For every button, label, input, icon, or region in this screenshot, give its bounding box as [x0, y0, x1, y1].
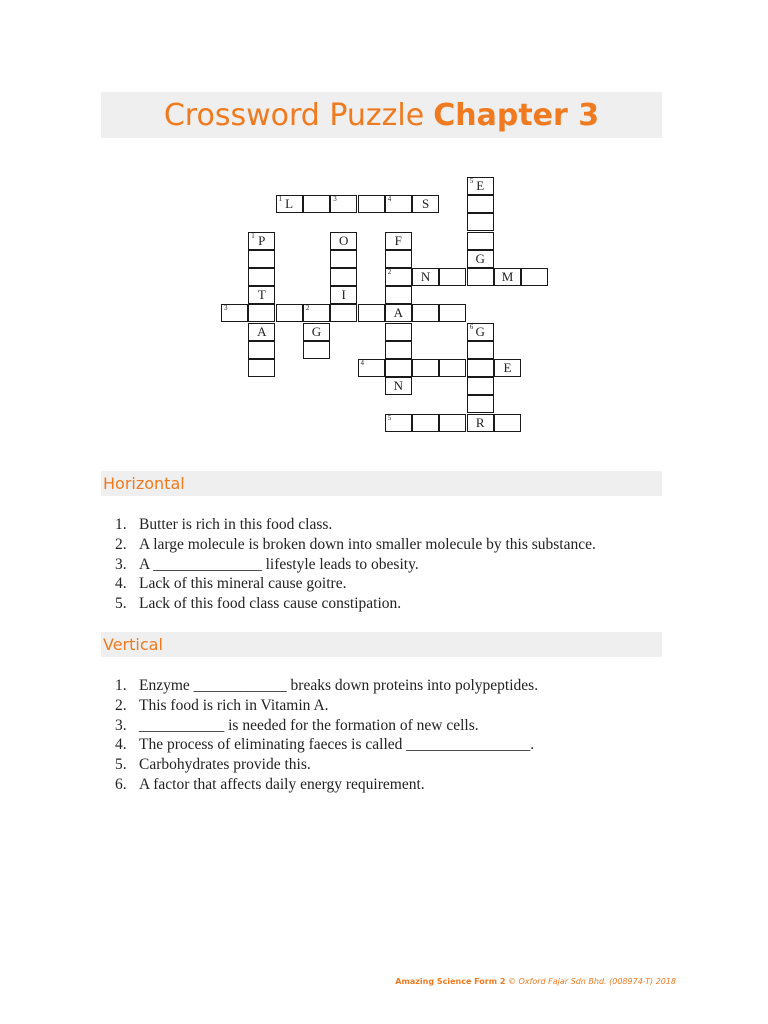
crossword-cell [467, 395, 494, 413]
given-letter: O [338, 232, 349, 248]
crossword-cell [467, 177, 494, 195]
crossword-cell [330, 268, 357, 286]
title-main: Crossword Puzzle [163, 97, 425, 133]
crossword-cell [330, 232, 357, 250]
crossword-cell [303, 195, 330, 213]
clue-item: 6. A factor that affects daily energy requirement. [115, 775, 425, 793]
clue-item: 3. ___________ is needed for the formation of new cells. [115, 716, 479, 734]
crossword-cell [467, 268, 494, 286]
crossword-cell [385, 250, 412, 268]
crossword-cell [303, 304, 330, 322]
crossword-cell [221, 304, 248, 322]
crossword-cell [248, 286, 275, 304]
given-letter: N [393, 378, 403, 394]
given-letter: P [258, 232, 266, 248]
clue-number: 6 [469, 322, 474, 331]
crossword-cell [412, 414, 439, 432]
given-letter: G [475, 250, 485, 266]
crossword-cell [358, 195, 385, 213]
clue-number: 1 [278, 195, 283, 204]
crossword-cell [248, 250, 275, 268]
crossword-cell [248, 268, 275, 286]
clue-item: 4. Lack of this mineral cause goitre. [115, 575, 347, 593]
crossword-cell [385, 359, 412, 377]
crossword-cell [385, 232, 412, 250]
clue-number: 1 [251, 231, 255, 240]
crossword-cell [494, 359, 521, 377]
crossword-cell [330, 304, 357, 322]
given-letter: E [476, 178, 485, 193]
given-letter: T [257, 287, 266, 303]
footer-book: Amazing Science Form 2 [395, 977, 506, 986]
page-title [101, 92, 662, 138]
given-letter: F [394, 232, 402, 248]
crossword-cell [330, 250, 357, 268]
given-letter: A [393, 305, 403, 321]
crossword-cell [439, 359, 466, 377]
crossword-cell [248, 304, 275, 322]
clue-number: 5 [469, 177, 474, 185]
given-letter: I [341, 287, 346, 303]
title-chapter: Chapter 3 [433, 97, 600, 133]
crossword-cell [385, 286, 412, 304]
crossword-cell [385, 341, 412, 359]
crossword-cell [358, 304, 385, 322]
clue-number: 3 [224, 304, 228, 313]
clue-number: 3 [333, 195, 337, 204]
given-letter: R [475, 414, 485, 430]
crossword-cell [385, 323, 412, 341]
given-letter: G [311, 323, 322, 339]
clue-item: 2. A large molecule is broken down into smaller molecule by this substance. [115, 535, 596, 553]
crossword-cell [385, 268, 412, 286]
crossword-cell [385, 195, 412, 213]
clue-item: 2. This food is rich in Vitamin A. [115, 696, 329, 714]
crossword-cell [439, 304, 466, 322]
clue-item: 5. Lack of this food class cause constipation. [115, 595, 402, 613]
vertical-clue-list [115, 676, 538, 795]
given-letter: M [501, 269, 514, 284]
given-letter: E [503, 360, 512, 375]
horizontal-heading: Horizontal [101, 471, 662, 496]
clue-item: 1. Butter is rich in this food class. [115, 516, 333, 533]
given-letter: G [475, 323, 485, 339]
crossword-cell [248, 359, 275, 377]
crossword-cell [276, 195, 303, 213]
footer-publisher: © Oxford Fajar Sdn Bhd. (008974-T) 2018 [507, 977, 676, 986]
crossword-cell [385, 414, 412, 432]
footer-credit [395, 977, 676, 986]
crossword-cell [412, 359, 439, 377]
crossword-cell [248, 323, 275, 341]
clue-item: 3. A ______________ lifestyle leads to obesity. [115, 555, 419, 573]
crossword-cell [467, 377, 494, 395]
clue-item: 5. Carbohydrates provide this. [115, 756, 311, 774]
crossword-cell [467, 414, 494, 432]
crossword-cell [248, 341, 275, 359]
crossword-cell [439, 268, 466, 286]
crossword-cell [521, 268, 548, 286]
crossword-cell [385, 304, 412, 322]
crossword-cell [412, 195, 439, 213]
given-letter: S [421, 196, 430, 212]
crossword-cell [330, 195, 357, 213]
crossword-cell [330, 286, 357, 304]
crossword-cell [467, 250, 494, 268]
horizontal-clue-list [115, 515, 596, 614]
clue-item: 1. Enzyme ____________ breaks down proteins into polypeptides. [115, 677, 539, 694]
crossword-cell [467, 213, 494, 231]
crossword-cell [494, 414, 521, 432]
crossword-cell [303, 323, 330, 341]
clue-number: 4 [360, 359, 364, 367]
crossword-cell [467, 341, 494, 359]
crossword-cell [412, 304, 439, 322]
clue-number: 5 [387, 413, 392, 422]
crossword-cell [467, 195, 494, 213]
given-letter: N [420, 269, 431, 284]
crossword-cell [276, 304, 303, 322]
crossword-cell [467, 232, 494, 250]
clue-number: 2 [387, 268, 392, 276]
crossword-cell [467, 323, 494, 341]
crossword-cell [439, 414, 466, 432]
crossword-cell [248, 232, 275, 250]
given-letter: L [285, 196, 294, 212]
clue-number: 4 [387, 195, 392, 204]
crossword-cell [358, 359, 385, 377]
crossword-cell [385, 377, 412, 395]
crossword-cell [303, 341, 330, 359]
clue-item: 4. The process of eliminating faeces is called ________________. [115, 736, 535, 754]
crossword-cell [412, 268, 439, 286]
given-letter: A [257, 323, 267, 339]
crossword-cell [494, 268, 521, 286]
crossword-cell [467, 359, 494, 377]
clue-number: 2 [305, 304, 310, 313]
vertical-heading: Vertical [101, 632, 662, 657]
